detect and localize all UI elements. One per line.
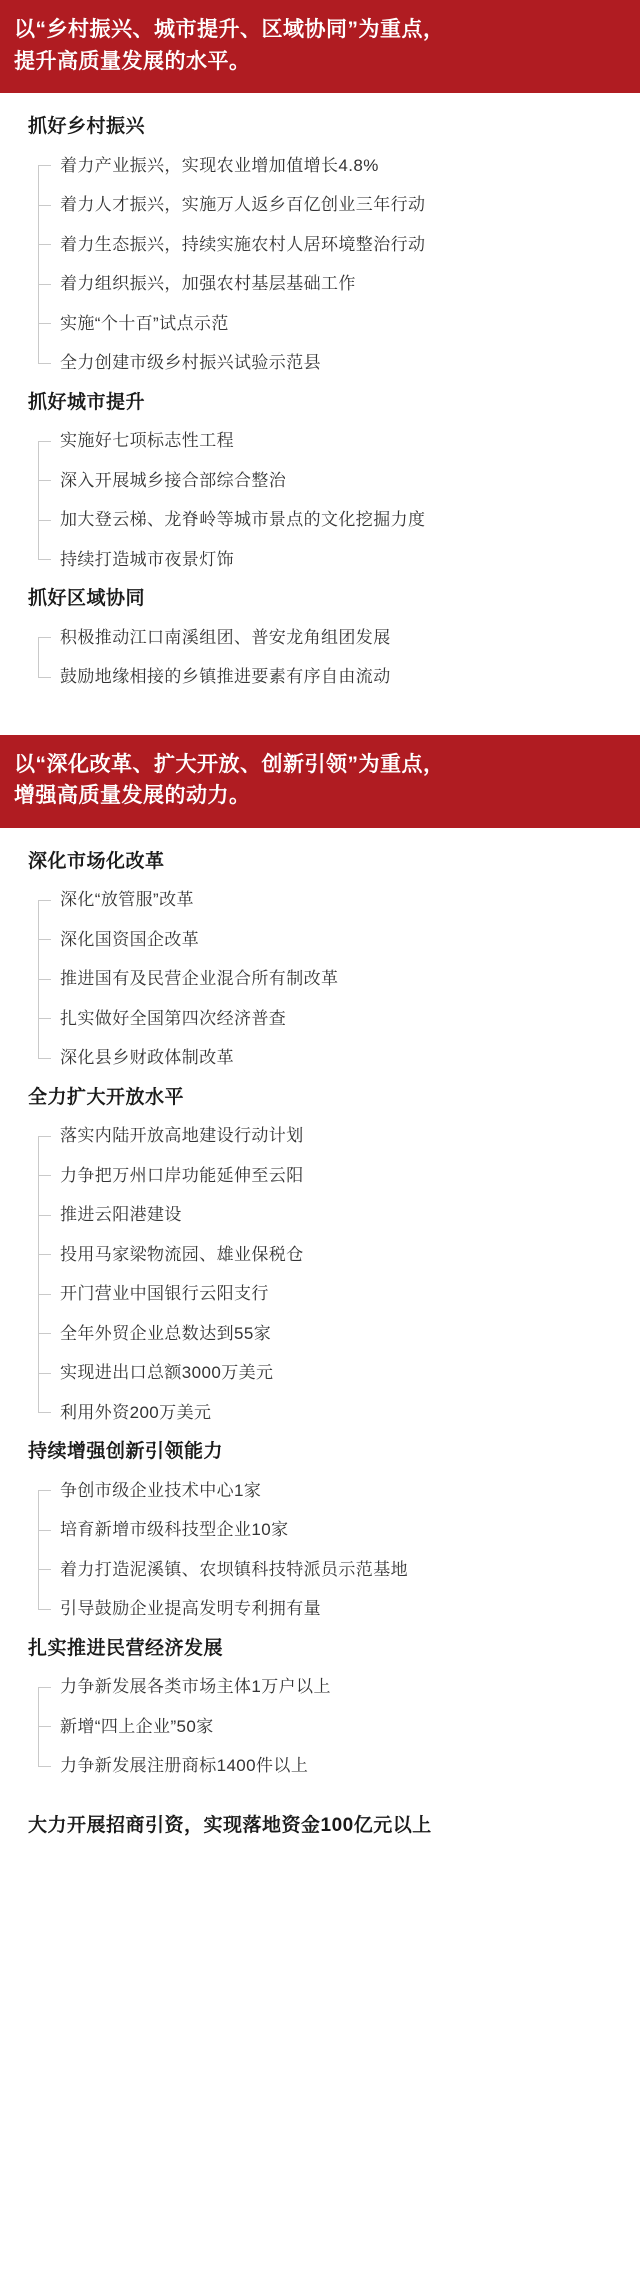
list-item: 着力产业振兴，实现农业增加值增长4.8% [32,146,630,186]
list-item: 利用外资200万美元 [32,1393,630,1433]
list-item: 着力人才振兴，实施万人返乡百亿创业三年行动 [32,185,630,225]
item-list [28,880,630,1078]
list-item: 深化县乡财政体制改革 [32,1038,630,1078]
group-title: 全力扩大开放水平 [28,1086,185,1108]
group-title: 抓好城市提升 [28,391,146,413]
group-title: 抓好乡村振兴 [28,116,146,137]
item-list [28,1471,630,1629]
group-innovation [28,1438,630,1629]
list-item: 实现进出口总额3000万美元 [32,1353,630,1393]
banner-line: 以“乡村振兴、城市提升、区域协同”为重点， [14,18,445,41]
list-item: 加大登云梯、龙脊岭等城市景点的文化挖掘力度 [32,500,630,540]
section-banner-1 [0,0,640,93]
list-item: 深化“放管服”改革 [32,880,630,920]
section-body-2 [0,828,640,1802]
list-item: 着力生态振兴，持续实施农村人居环境整治行动 [32,225,630,265]
list-item: 扎实做好全国第四次经济普查 [32,999,630,1039]
list-item: 力争新发展各类市场主体1万户以上 [32,1667,630,1707]
list-item: 开门营业中国银行云阳支行 [32,1274,630,1314]
group-title: 抓好区域协同 [28,588,146,609]
list-item: 引导鼓励企业提高发明专利拥有量 [32,1589,630,1629]
list-item: 新增“四上企业”50家 [32,1707,630,1747]
item-list [28,1667,630,1786]
group-regional-coordination [28,585,630,697]
list-item: 力争新发展注册商标1400件以上 [32,1746,630,1786]
footer-section [0,1802,640,1861]
banner-line: 提升高质量发展的水平。 [14,49,251,73]
section-divider [0,713,640,735]
list-item: 培育新增市级科技型企业10家 [32,1510,630,1550]
list-item: 全年外贸企业总数达到55家 [32,1314,630,1354]
list-item: 鼓励地缘相接的乡镇推进要素有序自由流动 [32,657,630,697]
item-list [28,1116,630,1432]
footer-title: 大力开展招商引资，实现落地资金100亿元以上 [28,1814,432,1836]
group-title: 扎实推进民营经济发展 [28,1637,224,1659]
list-item: 落实内陆开放高地建设行动计划 [32,1116,630,1156]
list-item: 推进云阳港建设 [32,1195,630,1235]
item-list [28,421,630,579]
group-opening-up [28,1084,630,1433]
list-item: 持续打造城市夜景灯饰 [32,540,630,580]
group-market-reform [28,848,630,1078]
list-item: 实施好七项标志性工程 [32,421,630,461]
item-list [28,618,630,697]
list-item: 实施“个十百”试点示范 [32,304,630,344]
section-body-1 [0,93,640,713]
list-item: 全力创建市级乡村振兴试验示范县 [32,343,630,383]
group-rural-revitalization [28,113,630,383]
group-city-upgrade [28,389,630,580]
list-item: 积极推动江口南溪组团、普安龙角组团发展 [32,618,630,658]
group-title: 深化市场化改革 [28,850,165,872]
list-item: 推进国有及民营企业混合所有制改革 [32,959,630,999]
banner-line: 增强高质量发展的动力。 [14,784,251,807]
list-item: 力争把万州口岸功能延伸至云阳 [32,1156,630,1196]
list-item: 着力组织振兴，加强农村基层基础工作 [32,264,630,304]
list-item: 深入开展城乡接合部综合整治 [32,461,630,501]
group-private-economy [28,1635,630,1786]
section-banner-2 [0,735,640,828]
list-item: 争创市级企业技术中心1家 [32,1471,630,1511]
list-item: 深化国资国企改革 [32,920,630,960]
list-item: 着力打造泥溪镇、农坝镇科技特派员示范基地 [32,1550,630,1590]
item-list [28,146,630,383]
list-item: 投用马家梁物流园、雄业保税仓 [32,1235,630,1275]
group-title: 持续增强创新引领能力 [28,1441,224,1462]
banner-line: 以“深化改革、扩大开放、创新引领”为重点， [14,752,445,776]
